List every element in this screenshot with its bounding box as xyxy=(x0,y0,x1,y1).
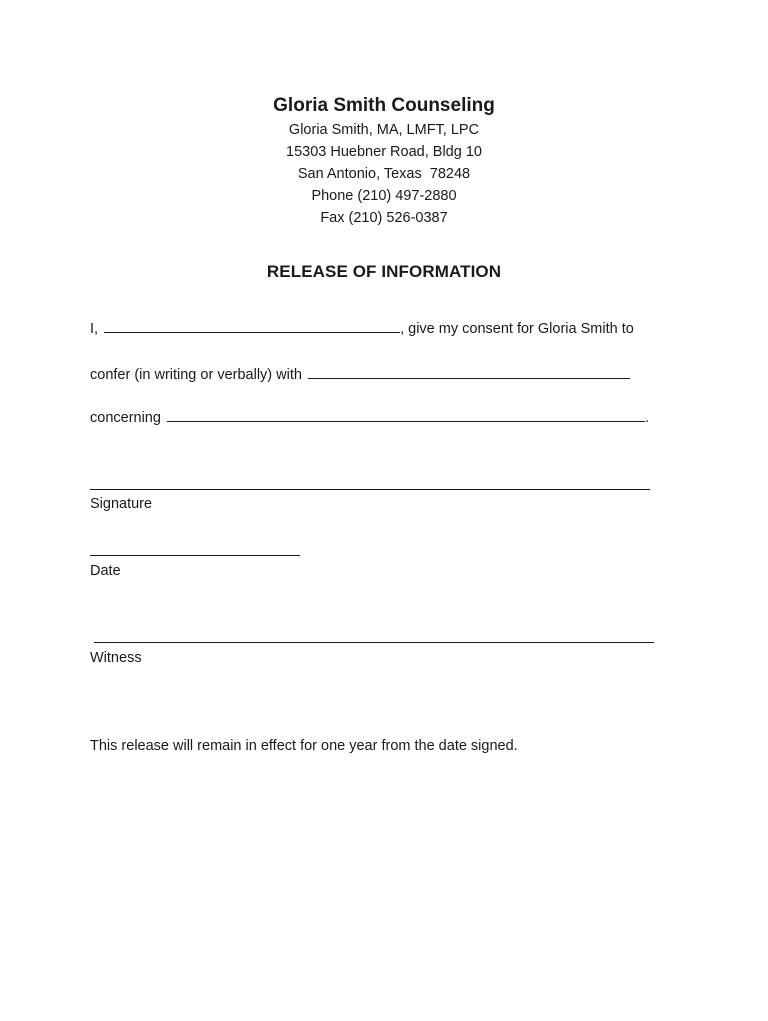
date-field[interactable] xyxy=(90,555,300,556)
validity-note: This release will remain in effect for one year from the date signed. xyxy=(90,738,518,754)
line1-prefix: I, xyxy=(90,321,99,337)
consent-line-3 xyxy=(90,407,649,428)
credentials: Gloria Smith, MA, LMFT, LPC xyxy=(288,122,480,138)
date-label: Date xyxy=(90,563,121,579)
address-line-1: 15303 Huebner Road, Bldg 10 xyxy=(286,144,482,160)
line2-prefix: confer (in writing or verbally) with xyxy=(90,367,302,383)
consent-line-2 xyxy=(90,364,630,385)
fax-number: Fax (210) 526-0387 xyxy=(320,210,448,226)
confer-with-field[interactable] xyxy=(308,364,630,379)
form-title: RELEASE OF INFORMATION xyxy=(266,262,502,281)
witness-field[interactable] xyxy=(94,642,654,643)
line1-suffix: , give my consent for Gloria Smith to xyxy=(400,321,634,337)
line3-prefix: concerning xyxy=(90,410,161,426)
consent-line-1 xyxy=(90,318,634,339)
line3-suffix: . xyxy=(644,410,649,426)
signature-field[interactable] xyxy=(90,489,650,490)
witness-label: Witness xyxy=(90,650,142,666)
practice-name: Gloria Smith Counseling xyxy=(273,95,495,116)
letterhead xyxy=(0,93,768,229)
concerning-field[interactable] xyxy=(167,407,645,422)
client-name-field[interactable] xyxy=(104,318,400,333)
phone-number: Phone (210) 497-2880 xyxy=(311,188,457,204)
address-line-2: San Antonio, Texas 78248 xyxy=(297,166,471,182)
signature-label: Signature xyxy=(90,496,153,512)
